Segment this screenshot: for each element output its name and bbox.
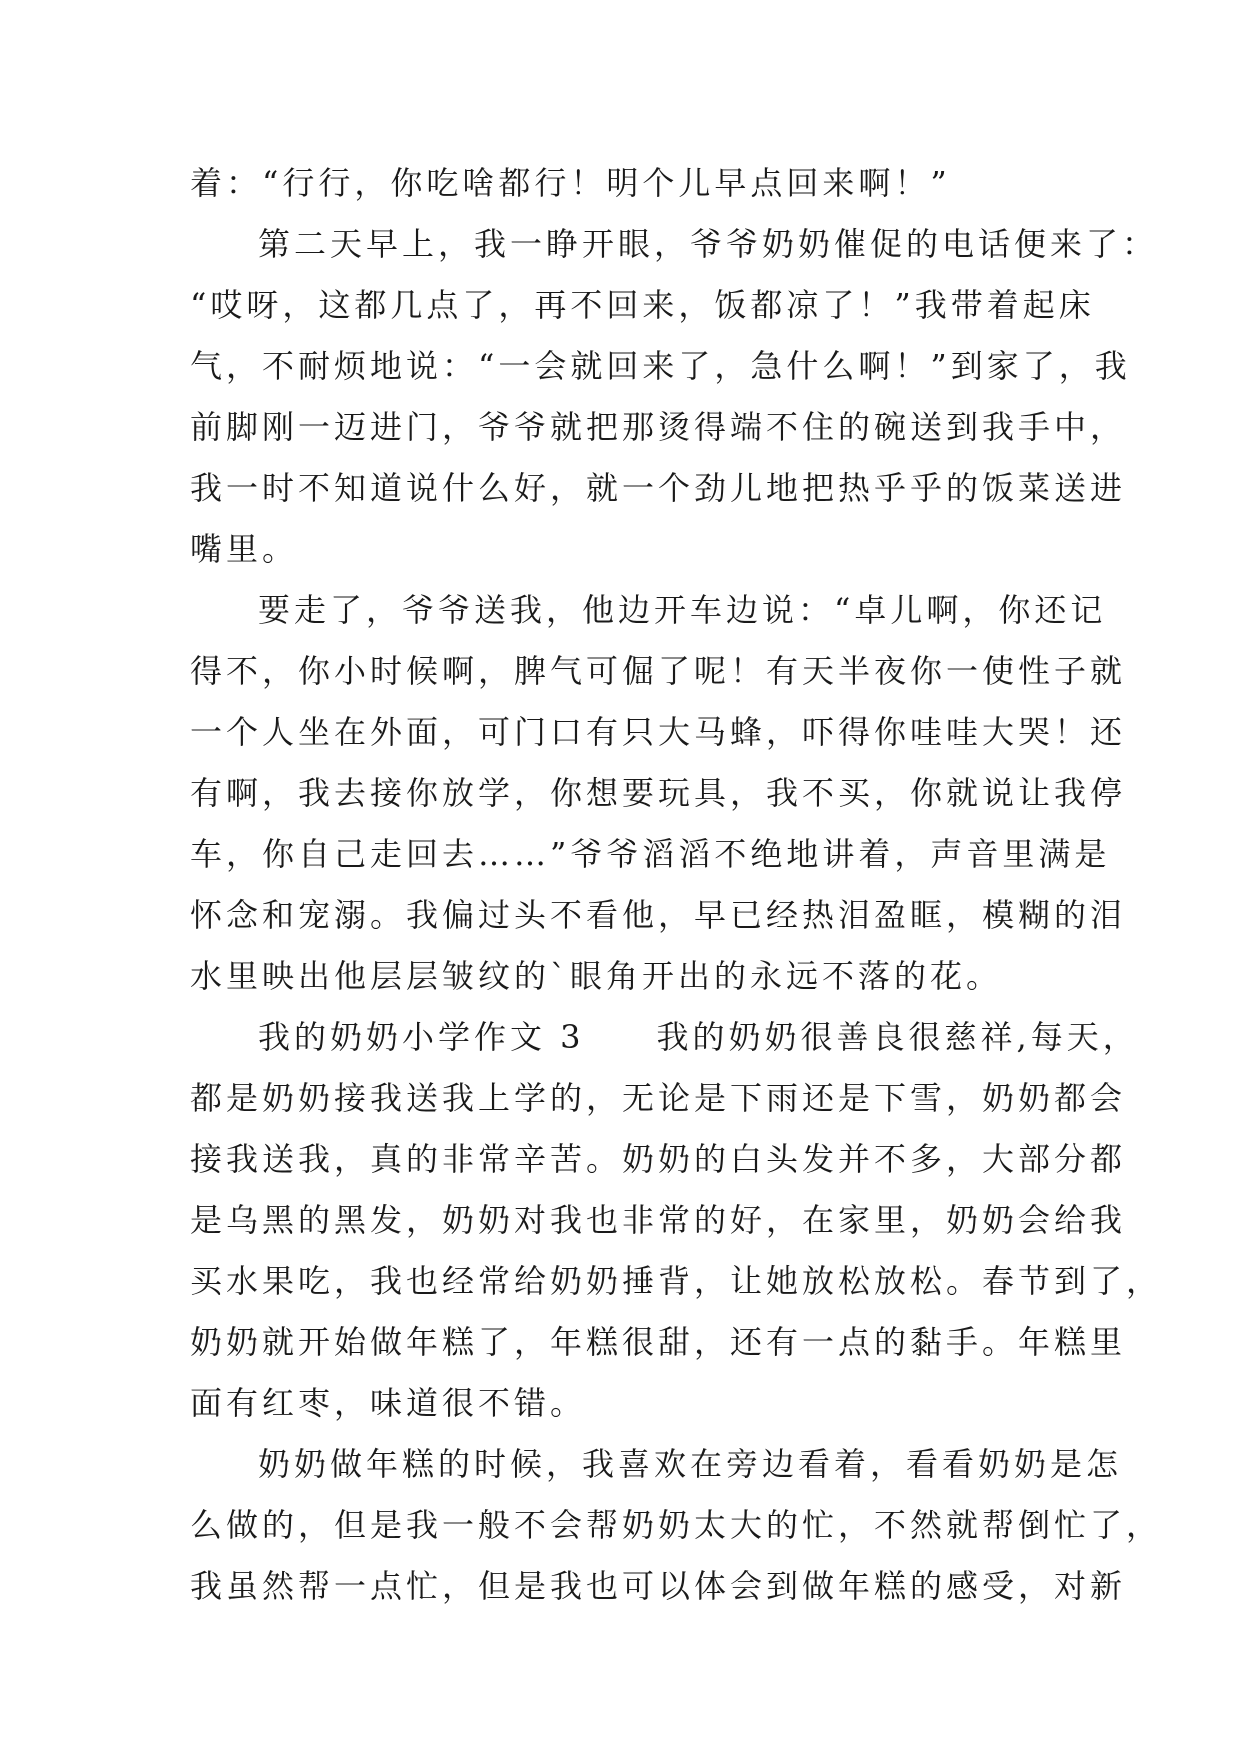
text-line: “哎呀，这都几点了，再不回来，饭都凉了！”我带着起床 — [190, 286, 1095, 324]
paragraph-start-line: 奶奶做年糕的时候，我喜欢在旁边看着，看看奶奶是怎 — [258, 1445, 1123, 1483]
text-line: 我虽然帮一点忙，但是我也可以体会到做年糕的感受，对新 — [190, 1567, 1127, 1605]
text-line: 买水果吃，我也经常给奶奶捶背，让她放松放松。春节到了， — [190, 1262, 1163, 1300]
text-line: 前脚刚一迈进门，爷爷就把那烫得端不住的碗送到我手中， — [190, 408, 1127, 446]
text-line: 奶奶就开始做年糕了，年糕很甜，还有一点的黏手。年糕里 — [190, 1323, 1127, 1361]
text-line: 有啊，我去接你放学，你想要玩具，我不买，你就说让我停 — [190, 774, 1127, 812]
paragraph-start-line: 要走了，爷爷送我，他边开车边说：“卓儿啊，你还记 — [258, 591, 1107, 629]
text-line: 么做的，但是我一般不会帮奶奶太大的忙，不然就帮倒忙了， — [190, 1506, 1163, 1544]
section-heading-line: 我的奶奶小学作文 3 我的奶奶很善良很慈祥,每天， — [258, 1018, 1139, 1056]
text-line: 气，不耐烦地说：“一会就回来了，急什么啊！”到家了，我 — [190, 347, 1131, 385]
text-line: 着：“行行，你吃啥都行！明个儿早点回来啊！” — [190, 164, 951, 202]
text-line: 都是奶奶接我送我上学的，无论是下雨还是下雪，奶奶都会 — [190, 1079, 1127, 1117]
text-line: 怀念和宠溺。我偏过头不看他，早已经热泪盈眶，模糊的泪 — [190, 896, 1127, 934]
paragraph-start-line: 第二天早上，我一睁开眼，爷爷奶奶催促的电话便来了： — [258, 225, 1159, 263]
text-line: 接我送我，真的非常辛苦。奶奶的白头发并不多，大部分都 — [190, 1140, 1127, 1178]
text-line: 一个人坐在外面，可门口有只大马蜂，吓得你哇哇大哭！还 — [190, 713, 1127, 751]
text-line: 我一时不知道说什么好，就一个劲儿地把热乎乎的饭菜送进 — [190, 469, 1127, 507]
text-line: 水里映出他层层皱纹的`眼角开出的永远不落的花。 — [190, 957, 1003, 995]
text-line: 是乌黑的黑发，奶奶对我也非常的好，在家里，奶奶会给我 — [190, 1201, 1127, 1239]
text-line: 嘴里。 — [190, 530, 299, 568]
text-line: 得不，你小时候啊，脾气可倔了呢！有天半夜你一使性子就 — [190, 652, 1127, 690]
essay-text — [190, 153, 1163, 1617]
text-line: 面有红枣，味道很不错。 — [190, 1384, 587, 1422]
text-line: 车，你自己走回去……”爷爷滔滔不绝地讲着，声音里满是 — [190, 835, 1111, 873]
